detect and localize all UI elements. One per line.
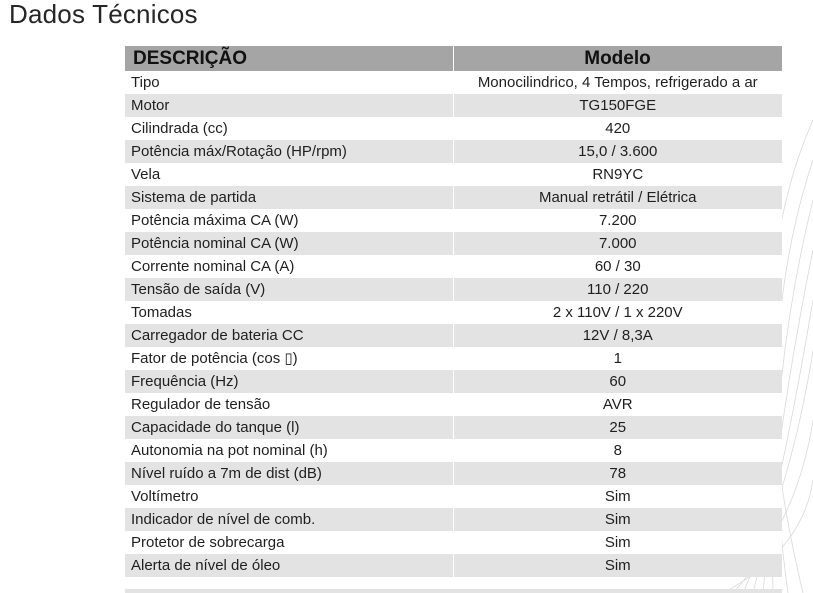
table-row [125,94,782,117]
row-value: 15,0 / 3.600 [453,140,782,163]
row-value: 7.200 [453,209,782,232]
row-label: Cilindrada (cc) [125,117,453,140]
row-label: Protetor de sobrecarga [125,531,453,554]
table-row [125,370,782,393]
table-row [125,485,782,508]
row-value: Sim [453,554,782,577]
table-row [125,140,782,163]
row-value: AVR [453,393,782,416]
table-row [125,117,782,140]
table-row [125,393,782,416]
table-row [125,554,782,577]
row-label: Potência máxima CA (W) [125,209,453,232]
row-label: Sistema de partida [125,186,453,209]
row-value: Manual retrátil / Elétrica [453,186,782,209]
row-value: 60 / 30 [453,255,782,278]
table-row [125,278,782,301]
row-label: Capacidade do tanque (l) [125,416,453,439]
row-label: Carregador de bateria CC [125,324,453,347]
row-value: Sim [453,485,782,508]
table-row [125,301,782,324]
table-row [125,508,782,531]
row-value: 12V / 8,3A [453,324,782,347]
row-label: Tipo [125,71,453,94]
table-row [125,71,782,94]
row-value: TG150FGE [453,94,782,117]
row-label: Regulador de tensão [125,393,453,416]
row-label: Voltímetro [125,485,453,508]
table-row [125,163,782,186]
table-row [125,232,782,255]
table-row [125,347,782,370]
row-label: Potência máx/Rotação (HP/rpm) [125,140,453,163]
row-label: Vela [125,163,453,186]
table-row [125,324,782,347]
table-row [125,186,782,209]
row-label: Nível ruído a 7m de dist (dB) [125,462,453,485]
row-value: 7.000 [453,232,782,255]
row-value: 2 x 110V / 1 x 220V [453,301,782,324]
row-label: Fator de potência (cos ▯) [125,347,453,370]
table-row [125,209,782,232]
row-value: 25 [453,416,782,439]
header-model: Modelo [453,46,782,71]
row-label: Autonomia na pot nominal (h) [125,439,453,462]
row-value: 420 [453,117,782,140]
row-label: Alerta de nível de óleo [125,554,453,577]
row-value: 78 [453,462,782,485]
row-label: Corrente nominal CA (A) [125,255,453,278]
table-row [125,439,782,462]
table-row [125,531,782,554]
row-value: Monocilindrico, 4 Tempos, refrigerado a ar [453,71,782,94]
row-label: Frequência (Hz) [125,370,453,393]
table-header-row [125,46,782,71]
table-row-cut-off [125,589,782,593]
row-value: 110 / 220 [453,278,782,301]
table-row [125,416,782,439]
row-value: 1 [453,347,782,370]
row-value: Sim [453,531,782,554]
row-value: 8 [453,439,782,462]
row-label: Potência nominal CA (W) [125,232,453,255]
header-description: DESCRIÇÃO [125,46,453,71]
table-row [125,255,782,278]
table-row [125,462,782,485]
row-label: Tensão de saída (V) [125,278,453,301]
row-label: Tomadas [125,301,453,324]
row-value: Sim [453,508,782,531]
page-title: Dados Técnicos [9,0,198,29]
row-label: Indicador de nível de comb. [125,508,453,531]
row-value: RN9YC [453,163,782,186]
row-value: 60 [453,370,782,393]
row-label: Motor [125,94,453,117]
spec-table [125,46,783,577]
